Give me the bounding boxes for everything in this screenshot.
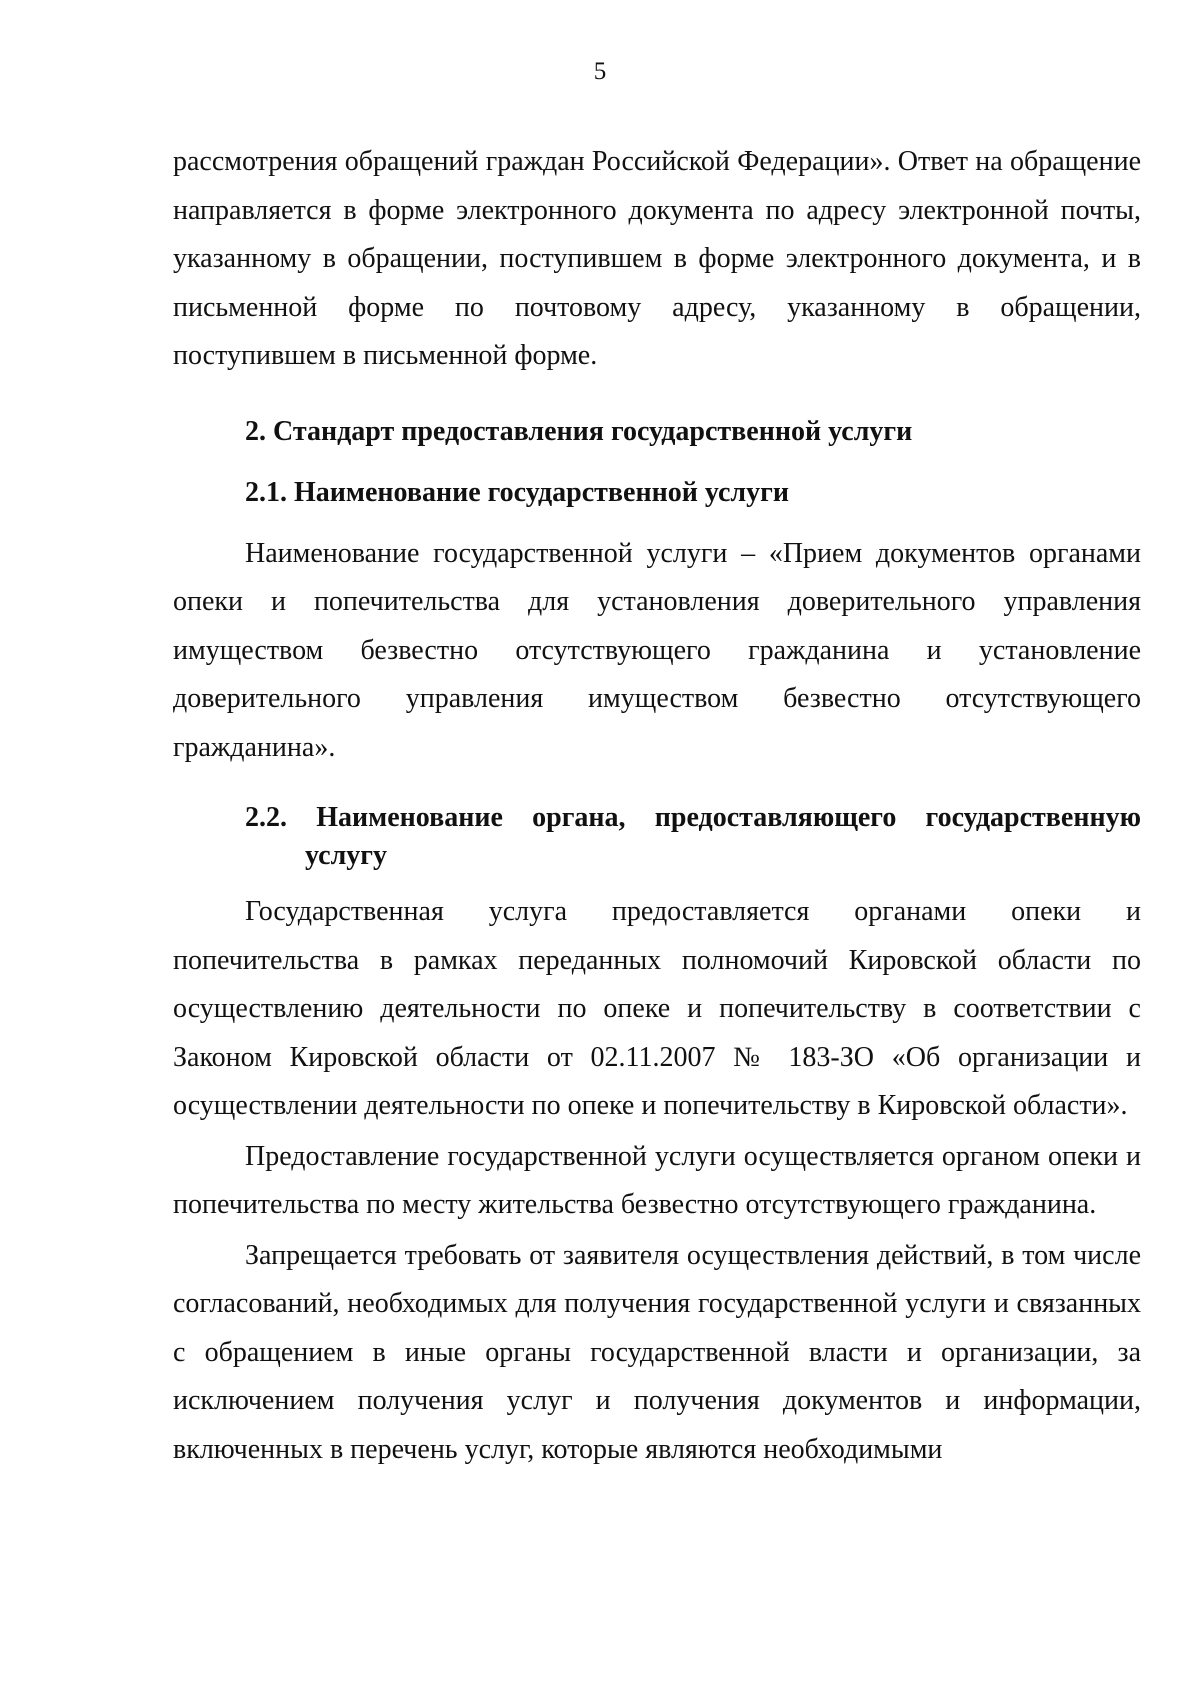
section-2-1-heading: 2.1. Наименование государственной услуги [245,477,789,508]
page-number: 5 [593,58,607,85]
intro-paragraph: рассмотрения обращений граждан Российской Федерации». Ответ на обращение направляется в форме электронного документа по адресу электронной почты, указанному в обращении, поступившем в форме электронного документа, и в письменной форме по почтовому адресу, указанному в обращении, поступившем в письменной форме. [173,146,1141,371]
section-2-2-paragraph-2: Предоставление государственной услуги осуществляется органом опеки и попечительства по месту жительства безвестно отсутствующего гражданина. [173,1140,1141,1220]
document-body [173,138,1141,1474]
section-2-1-paragraph: Наименование государственной услуги – «Прием документов органами опеки и попечительства для установления доверительного управления имуществом безвестно отсутствующего гражданина и установление доверительного управления имуществом безвестно отсутствующего гражданина». [173,537,1141,763]
section-2-2-paragraph-3: Запрещается требовать от заявителя осуществления действий, в том числе согласований, необходимых для получения государственной услуги и связанных с обращением в иные органы государственной власти и организации, за исключением получения услуг и получения документов и информации, включенных в перечень услуг, которые являются необходимыми [173,1239,1141,1465]
section-2-2-heading: 2.2. Наименование органа, предоставляющего государственную услугу [245,802,1141,871]
section-2-heading: 2. Стандарт предоставления государственной услуги [245,415,913,447]
section-2-2-paragraph-1: Государственная услуга предоставляется органами опеки и попечительства в рамках переданных полномочий Кировской области по осуществлению деятельности по опеке и попечительству в соответствии с Законом Кировской области от 02.11.2007 № 183-ЗО «Об организации и осуществлении деятельности по опеке и попечительству в Кировской области». [173,896,1141,1121]
